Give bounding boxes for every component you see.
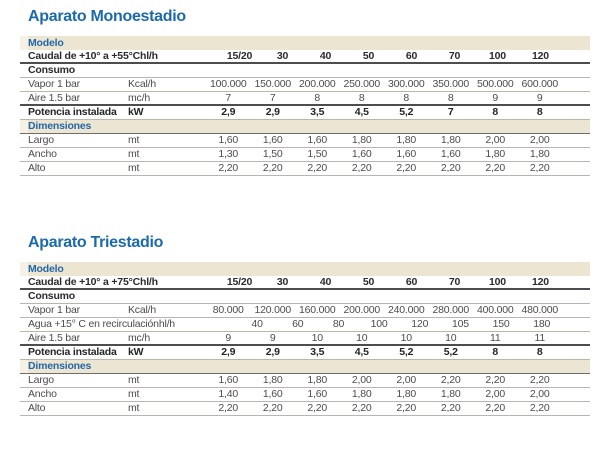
cell-value: 10 <box>356 331 368 344</box>
column-header: 60 <box>405 49 418 62</box>
cell-value: 240.000 <box>387 304 425 316</box>
cell-value: 2,9 <box>265 106 280 118</box>
row-label: Vapor 1 bar <box>28 78 80 90</box>
section-label: Modelo <box>28 262 64 275</box>
row-label: Largo <box>28 374 54 386</box>
cell-value: 1,80 <box>396 134 417 146</box>
page-title: Aparato Triestadio <box>28 234 164 251</box>
column-header: 40 <box>319 49 332 62</box>
cell-value: 10 <box>311 331 323 344</box>
cell-value: 1,80 <box>396 388 417 400</box>
cell-value: 2,00 <box>529 388 550 400</box>
cell-value: 8 <box>447 91 454 104</box>
cell-value: 80 <box>332 318 345 330</box>
cell-value: 2,20 <box>218 402 239 414</box>
row-unit: mt <box>128 388 140 400</box>
cell-value: 2,9 <box>221 346 236 358</box>
cell-value: 300.000 <box>387 78 425 90</box>
column-header: 30 <box>276 49 289 62</box>
cell-value: 1,60 <box>218 374 239 386</box>
cell-value: 2,20 <box>529 374 550 386</box>
cell-value: 2,9 <box>221 106 236 118</box>
cell-value: 105 <box>451 318 469 330</box>
cell-value: 1,80 <box>351 388 372 400</box>
row-unit: mt <box>128 402 140 414</box>
cell-value: 2,20 <box>351 162 372 174</box>
cell-value: 2,20 <box>262 162 283 174</box>
data-row-largo <box>20 134 590 148</box>
spec-table <box>20 262 590 416</box>
table-monoestadio <box>20 8 590 176</box>
spec-table <box>20 36 590 176</box>
cell-value: 2,20 <box>307 162 328 174</box>
cell-value: 2,20 <box>485 162 506 174</box>
row-unit: mt <box>128 134 140 146</box>
cell-value: 8 <box>492 346 499 358</box>
cell-value: 11 <box>534 331 545 344</box>
cell-value: 8 <box>403 91 410 104</box>
cell-value: 3,5 <box>310 106 325 118</box>
cell-value: 2,20 <box>218 162 239 174</box>
cell-value: 2,20 <box>440 374 461 386</box>
cell-value: 9 <box>225 331 232 344</box>
cell-value: 2,20 <box>485 402 506 414</box>
row-unit: hl/h <box>139 275 158 288</box>
column-header: 120 <box>532 49 549 62</box>
cell-value: 400.000 <box>476 304 514 316</box>
cell-value: 4,5 <box>354 346 369 358</box>
cell-value: 80.000 <box>212 304 244 316</box>
cell-value: 1,80 <box>440 388 461 400</box>
cell-value: 2,20 <box>529 402 550 414</box>
cell-value: 7 <box>225 91 232 104</box>
cell-value: 200.000 <box>298 78 336 90</box>
cell-value: 2,20 <box>485 374 506 386</box>
cell-value: 1,80 <box>485 148 506 160</box>
cell-value: 8 <box>492 106 499 118</box>
cell-value: 1,60 <box>307 134 328 146</box>
row-unit: mt <box>128 162 140 174</box>
cell-value: 150 <box>492 318 510 330</box>
row-unit: Kcal/h <box>128 78 156 90</box>
cell-value: 2,00 <box>529 134 550 146</box>
cell-value: 9 <box>269 331 276 344</box>
cell-value: 1,30 <box>218 148 239 160</box>
cell-value: 1,50 <box>307 148 328 160</box>
section-label: Modelo <box>28 36 64 49</box>
cell-value: 600.000 <box>521 78 559 90</box>
section-label: Dimensiones <box>28 120 92 132</box>
data-row-vapor <box>20 304 590 318</box>
cell-value: 7 <box>447 106 454 118</box>
data-row-potencia <box>20 106 590 120</box>
cell-value: 5,2 <box>399 106 414 118</box>
row-unit: mc/h <box>128 331 150 344</box>
row-label: Vapor 1 bar <box>28 304 80 316</box>
cell-value: 200.000 <box>343 304 381 316</box>
row-label: Caudal de +10° a +55°C <box>28 49 140 62</box>
data-row-aire <box>20 92 590 106</box>
row-label: Caudal de +10° a +75°C <box>28 275 140 288</box>
cell-value: 2,00 <box>351 374 372 386</box>
column-header: 120 <box>532 275 549 288</box>
cell-value: 1,80 <box>529 148 550 160</box>
cell-value: 2,20 <box>262 402 283 414</box>
cell-value: 60 <box>292 318 304 330</box>
column-header: 50 <box>362 275 375 288</box>
cell-value: 120 <box>411 318 429 330</box>
column-header: 70 <box>448 49 461 62</box>
section-row-consumo <box>20 290 590 304</box>
cell-value: 8 <box>314 91 321 104</box>
cell-value: 10 <box>445 331 457 344</box>
page-title: Aparato Monoestadio <box>28 8 186 25</box>
column-header-row <box>20 276 590 290</box>
cell-value: 1,60 <box>307 388 328 400</box>
cell-value: 8 <box>536 106 543 118</box>
cell-value: 280.000 <box>432 304 470 316</box>
cell-value: 8 <box>358 91 365 104</box>
cell-value: 2,20 <box>440 162 461 174</box>
cell-value: 350.000 <box>432 78 470 90</box>
cell-value: 1,80 <box>440 134 461 146</box>
cell-value: 160.000 <box>298 304 336 316</box>
cell-value: 1,60 <box>351 148 372 160</box>
data-row-vapor <box>20 78 590 92</box>
row-unit: kW <box>128 106 144 118</box>
column-header: 100 <box>489 49 506 62</box>
cell-value: 1,80 <box>351 134 372 146</box>
section-label: Dimensiones <box>28 360 92 372</box>
section-bar-dimensiones <box>20 120 590 134</box>
cell-value: 2,00 <box>485 388 506 400</box>
section-label: Consumo <box>28 64 76 76</box>
cell-value: 100.000 <box>209 78 247 90</box>
row-label: Agua +15° C en recirculación <box>28 318 159 330</box>
data-row-ancho <box>20 148 590 162</box>
cell-value: 180 <box>533 318 551 330</box>
row-label: Potencia instalada <box>28 106 117 118</box>
cell-value: 480.000 <box>521 304 559 316</box>
row-unit: Kcal/h <box>128 304 156 316</box>
column-header-row <box>20 50 590 64</box>
cell-value: 500.000 <box>476 78 514 90</box>
cell-value: 1,60 <box>262 388 283 400</box>
column-header: 30 <box>276 275 289 288</box>
data-row-agua <box>20 318 590 332</box>
data-row-alto <box>20 162 590 176</box>
cell-value: 1,60 <box>440 148 461 160</box>
cell-value: 2,20 <box>440 402 461 414</box>
cell-value: 250.000 <box>343 78 381 90</box>
row-unit: mc/h <box>128 91 150 104</box>
cell-value: 7 <box>269 91 276 104</box>
cell-value: 2,20 <box>396 402 417 414</box>
row-unit: kW <box>128 346 144 358</box>
column-header: 50 <box>362 49 375 62</box>
cell-value: 2,9 <box>265 346 280 358</box>
cell-value: 11 <box>490 331 501 344</box>
data-row-aire <box>20 332 590 346</box>
cell-value: 9 <box>536 91 543 104</box>
row-unit: hl/h <box>139 49 158 62</box>
column-header: 15/20 <box>226 49 253 62</box>
section-bar-modelo <box>20 262 590 276</box>
cell-value: 150.000 <box>254 78 292 90</box>
column-header: 70 <box>448 275 461 288</box>
table-triestadio <box>20 234 590 416</box>
section-row-consumo <box>20 64 590 78</box>
data-row-potencia <box>20 346 590 360</box>
cell-value: 1,80 <box>307 374 328 386</box>
data-row-alto <box>20 402 590 416</box>
row-label: Alto <box>28 162 46 174</box>
cell-value: 3,5 <box>310 346 325 358</box>
column-header: 100 <box>489 275 506 288</box>
data-row-ancho <box>20 388 590 402</box>
section-label: Consumo <box>28 290 76 302</box>
cell-value: 1,50 <box>262 148 283 160</box>
cell-value: 1,60 <box>262 134 283 146</box>
cell-value: 5,2 <box>399 346 414 358</box>
row-label: Ancho <box>28 388 57 400</box>
row-unit: mt <box>128 374 140 386</box>
cell-value: 2,20 <box>307 402 328 414</box>
cell-value: 2,20 <box>529 162 550 174</box>
cell-value: 4,5 <box>354 106 369 118</box>
section-bar-dimensiones <box>20 360 590 374</box>
cell-value: 100 <box>370 318 388 330</box>
cell-value: 1,60 <box>396 148 417 160</box>
column-header: 60 <box>405 275 418 288</box>
row-unit: mt <box>128 148 140 160</box>
cell-value: 2,00 <box>396 374 417 386</box>
row-label: Potencia instalada <box>28 346 117 358</box>
column-header: 40 <box>319 275 332 288</box>
cell-value: 120.000 <box>254 304 292 316</box>
row-label: Largo <box>28 134 54 146</box>
cell-value: 1,60 <box>218 134 239 146</box>
column-header: 15/20 <box>226 275 253 288</box>
cell-value: 10 <box>400 331 412 344</box>
row-unit: hl/h <box>158 318 175 330</box>
cell-value: 5,2 <box>443 346 458 358</box>
row-label: Ancho <box>28 148 57 160</box>
row-label: Aire 1.5 bar <box>28 331 80 344</box>
row-label: Aire 1.5 bar <box>28 91 80 104</box>
cell-value: 1,80 <box>262 374 283 386</box>
row-label: Alto <box>28 402 46 414</box>
cell-value: 9 <box>492 91 499 104</box>
cell-value: 2,20 <box>351 402 372 414</box>
cell-value: 2,00 <box>485 134 506 146</box>
section-bar-modelo <box>20 36 590 50</box>
cell-value: 2,20 <box>396 162 417 174</box>
cell-value: 1,40 <box>218 388 239 400</box>
cell-value: 40 <box>251 318 263 330</box>
data-row-largo <box>20 374 590 388</box>
cell-value: 8 <box>536 346 543 358</box>
